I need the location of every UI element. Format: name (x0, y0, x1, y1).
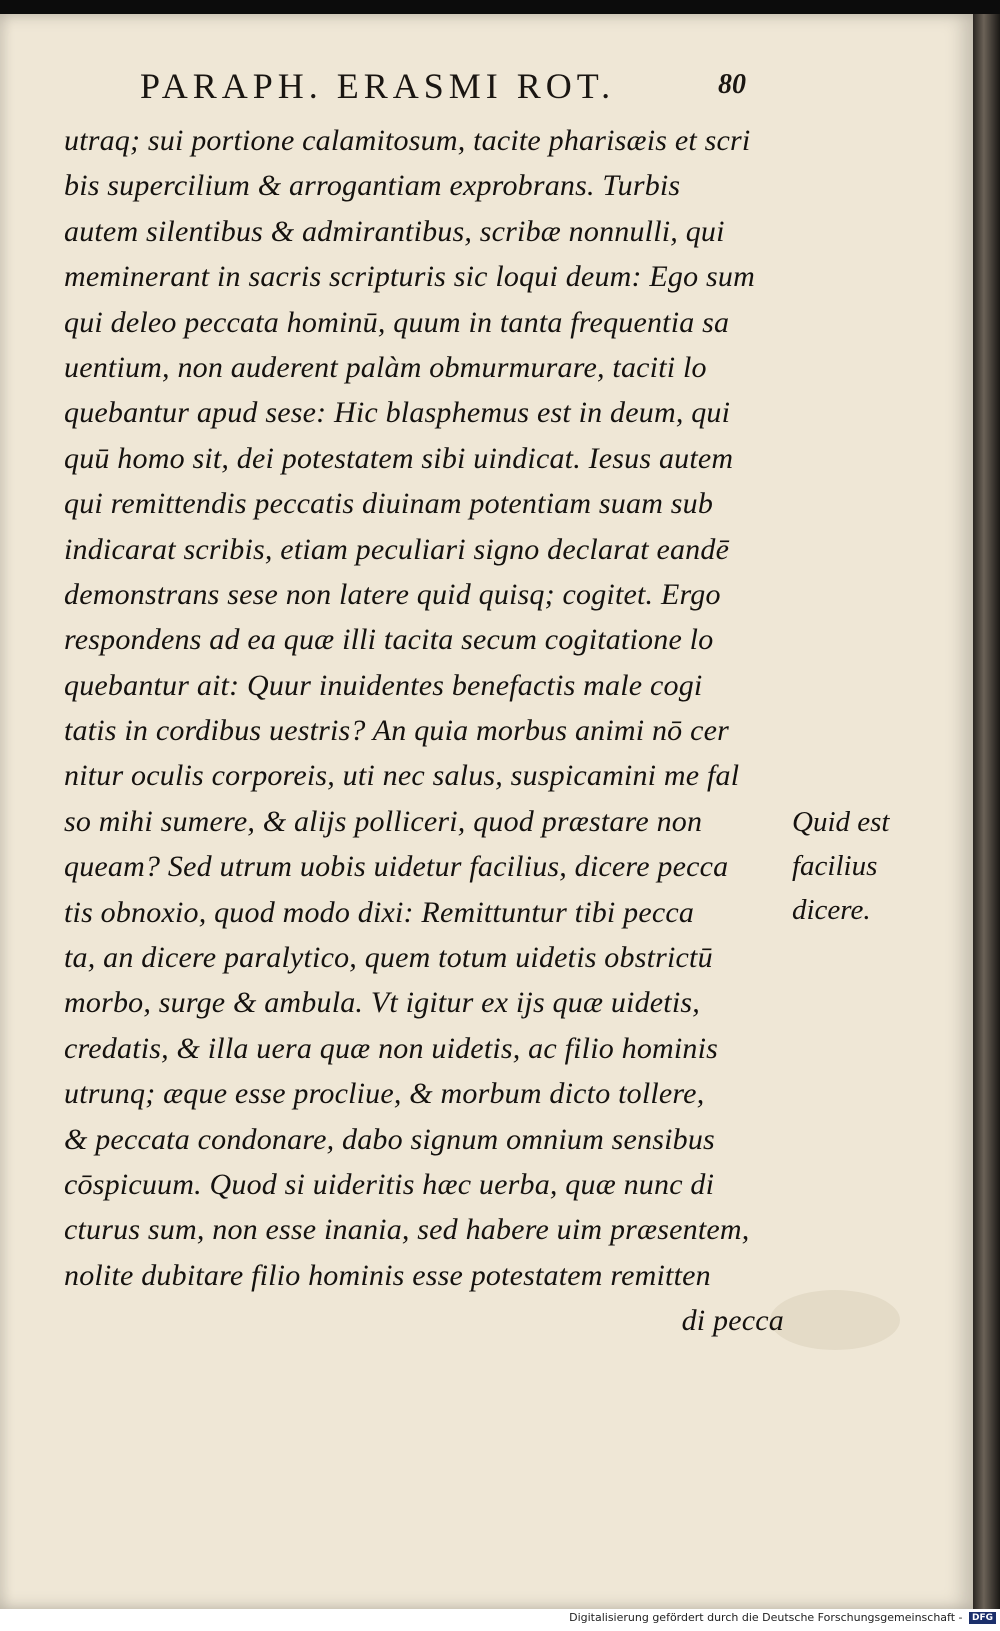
text-line: & peccata condonare, dabo signum omnium sensibus (64, 1122, 715, 1156)
digitization-credit (569, 1611, 996, 1631)
text-line: qui remittendis peccatis diuinam potentiam suam sub (64, 487, 714, 521)
text-line: nitur oculis corporeis, uti nec salus, suspicamini me fal (64, 759, 740, 793)
text-line: so mihi sumere, & alijs polliceri, quod præstare non (64, 804, 703, 838)
text-line: respondens ad ea quæ illi tacita secum cogitatione lo (64, 623, 714, 657)
text-line: autem silentibus & admirantibus, scribæ nonnulli, qui (64, 214, 725, 248)
text-line: quebantur apud sese: Hic blasphemus est in deum, qui (64, 396, 731, 430)
page-edge (973, 14, 1000, 1609)
text-line: indicarat scribis, etiam peculiari signo declarat eandē (64, 532, 730, 566)
text-line: utraq; sui portione calamitosum, tacite pharisæis et scri (64, 124, 751, 157)
text-line: quebantur ait: Quur inuidentes benefactis male cogi (64, 668, 703, 702)
text-line: demonstrans sese non latere quid quisq; cogitet. Ergo (64, 577, 721, 611)
text-line: cōspicuum. Quod si uideritis hæc uerba, quæ nunc di (64, 1167, 715, 1201)
text-line: nolite dubitare filio hominis esse potestatem remitten (64, 1258, 711, 1292)
marginal-note-line: Quid est (792, 806, 890, 838)
marginal-note (792, 800, 912, 932)
text-line: morbo, surge & ambula. Vt igitur ex ijs quæ uidetis, (64, 986, 700, 1020)
text-line: cturus sum, non esse inania, sed habere uim præsentem, (64, 1213, 750, 1247)
running-head: PARAPH. ERASMI ROT. (140, 66, 616, 106)
text-line: credatis, & illa uera quæ non uidetis, ac filio hominis (64, 1031, 719, 1065)
text-line: qui deleo peccata hominū, quum in tanta frequentia sa (64, 305, 730, 339)
folio-number: 80 (718, 69, 746, 100)
credit-text: Digitalisierung gefördert durch die Deutsche Forschungsgemeinschaft - (569, 1611, 963, 1624)
paper-stain (770, 1290, 900, 1350)
text-line: uentium, non auderent palàm obmurmurare, taciti lo (64, 350, 707, 384)
dfg-logo-icon: DFG (969, 1612, 996, 1624)
text-line: meminerant in sacris scripturis sic loqui deum: Ego sum (64, 260, 755, 294)
catchword-line: di pecca (681, 1304, 784, 1338)
text-line: tis obnoxio, quod modo dixi: Remittuntur tibi pecca (64, 895, 695, 929)
text-line: tatis in cordibus uestris? An quia morbus animi nō cer (64, 714, 729, 748)
text-line: utrunq; æque esse procliue, & morbum dicto tollere, (64, 1077, 705, 1111)
page-header (0, 55, 973, 115)
text-line: quū homo sit, dei potestatem sibi uindicat. Iesus autem (64, 441, 734, 475)
main-text-block (64, 118, 784, 1344)
marginal-note-line: dicere. (792, 894, 871, 926)
text-line: queam? Sed utrum uobis uidetur facilius, dicere pecca (64, 850, 729, 884)
text-line: bis supercilium & arrogantiam exprobrans. Turbis (64, 169, 681, 203)
marginal-note-line: facilius (792, 850, 878, 882)
text-line: ta, an dicere paralytico, quem totum uidetis obstrictū (64, 941, 713, 975)
